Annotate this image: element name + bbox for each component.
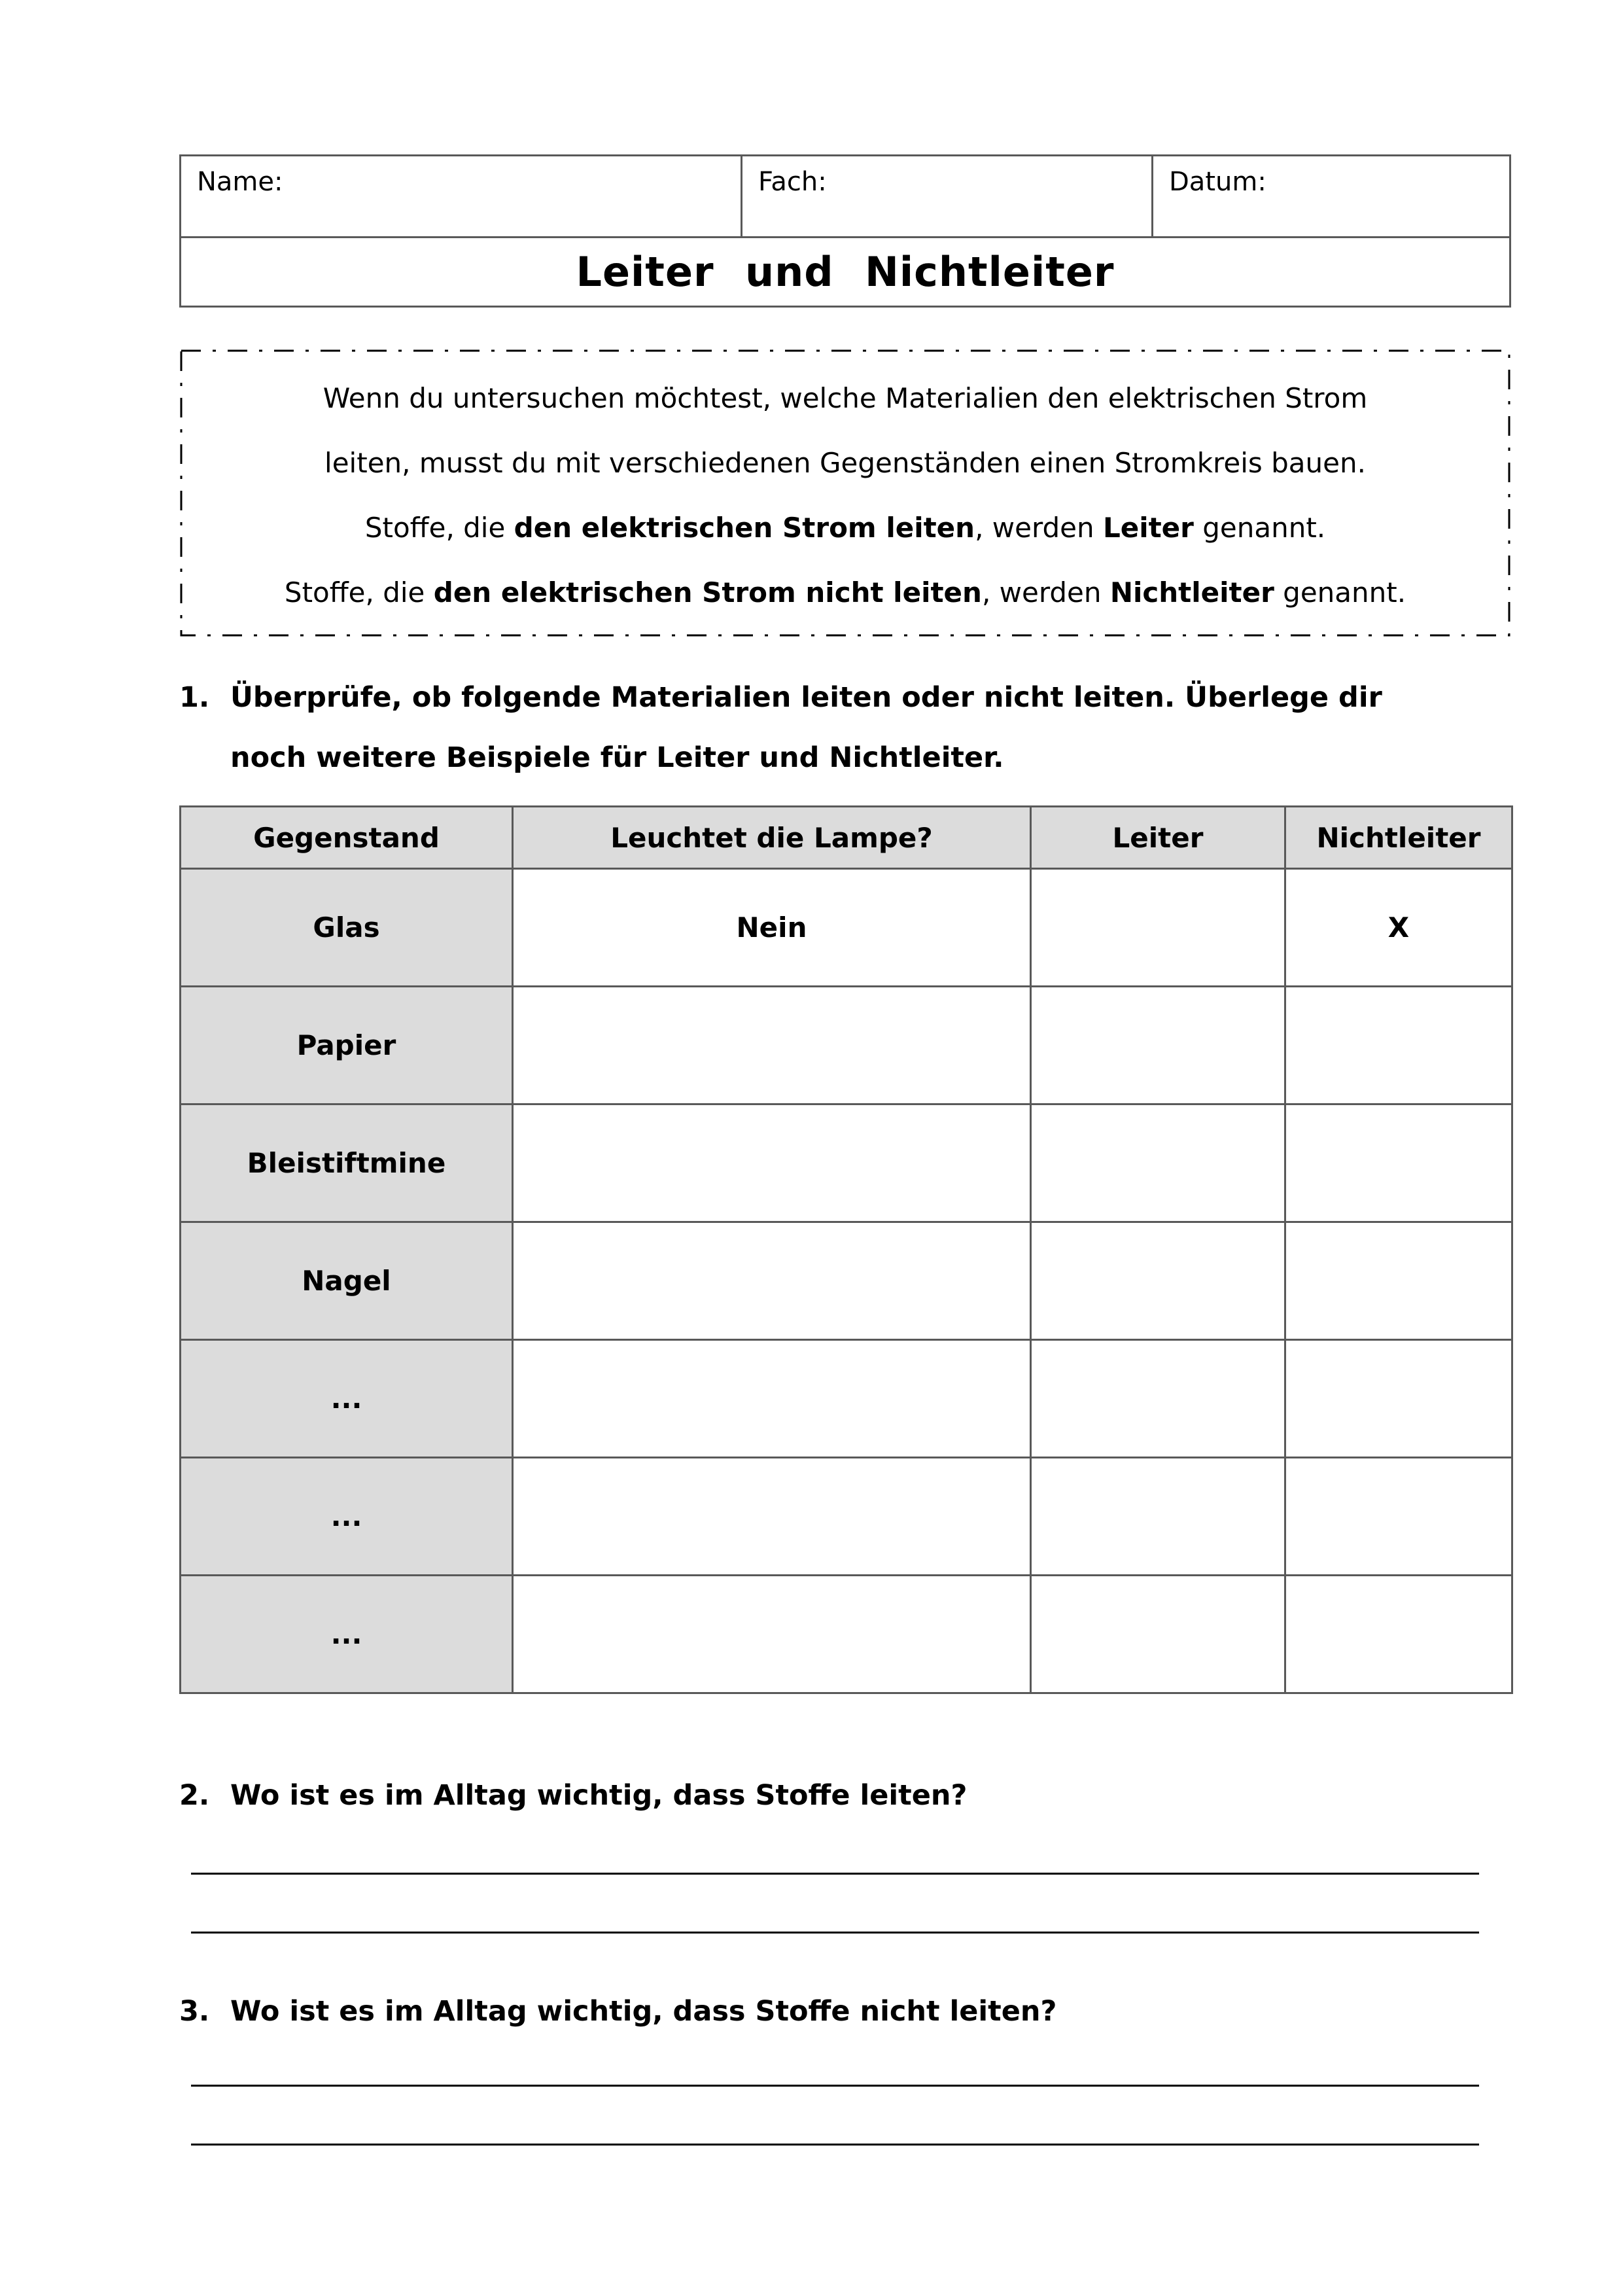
col-header-nichtleiter: Nichtleiter	[1285, 807, 1512, 869]
task1-heading	[179, 667, 1511, 788]
info-line-2: leiten, musst du mit verschiedenen Gegenständen einen Stromkreis bauen.	[324, 447, 1366, 479]
task1-number: 1.	[179, 681, 210, 714]
answer-line	[191, 1932, 1479, 1934]
datum-field	[1153, 156, 1509, 236]
cell-gegenstand: Bleistiftmine	[181, 1104, 513, 1222]
task3-number: 3.	[179, 1995, 210, 2028]
materials-table	[179, 805, 1513, 1694]
name-field	[181, 156, 742, 236]
task1-text-line2: noch weitere Beispiele für Leiter und Nichtleiter.	[230, 741, 1004, 774]
info-line-3-seg1: Stoffe, die	[364, 512, 514, 544]
info-line-3-seg4-bold: Leiter	[1102, 512, 1194, 544]
cell-lampe	[513, 1104, 1031, 1222]
cell-lampe	[513, 987, 1031, 1104]
datum-label: Datum:	[1169, 167, 1266, 197]
cell-gegenstand: Nagel	[181, 1222, 513, 1340]
info-line-4-seg3: , werden	[981, 576, 1110, 609]
cell-nichtleiter	[1285, 987, 1512, 1104]
cell-nichtleiter	[1285, 1222, 1512, 1340]
cell-nichtleiter	[1285, 1576, 1512, 1693]
table-row	[181, 1340, 1512, 1458]
cell-nichtleiter	[1285, 1104, 1512, 1222]
cell-gegenstand: Papier	[181, 987, 513, 1104]
cell-gegenstand: ...	[181, 1458, 513, 1576]
task2-text: Wo ist es im Alltag wichtig, dass Stoffe leiten?	[230, 1779, 968, 1812]
answer-line	[191, 1873, 1479, 1875]
cell-lampe	[513, 1576, 1031, 1693]
cell-leiter	[1031, 1222, 1285, 1340]
cell-gegenstand: ...	[181, 1576, 513, 1693]
title-bar	[181, 236, 1509, 306]
answer-line	[191, 2144, 1479, 2146]
info-line-1: Wenn du untersuchen möchtest, welche Materialien den elektrischen Strom	[323, 382, 1368, 414]
table-row	[181, 987, 1512, 1104]
header-fields-row	[181, 156, 1509, 236]
cell-leiter	[1031, 1340, 1285, 1458]
col-header-leiter: Leiter	[1031, 807, 1285, 869]
task1-text-line1: Überprüfe, ob folgende Materialien leiten oder nicht leiten. Überlege dir	[230, 681, 1382, 714]
task3-text: Wo ist es im Alltag wichtig, dass Stoffe nicht leiten?	[230, 1995, 1057, 2028]
info-line-4-seg5: genannt.	[1274, 576, 1406, 609]
info-line-4-seg2-bold: den elektrischen Strom nicht leiten	[433, 576, 982, 609]
fach-label: Fach:	[758, 167, 827, 197]
cell-nichtleiter: X	[1285, 869, 1512, 987]
info-line-4-seg4-bold: Nichtleiter	[1109, 576, 1274, 609]
table-row	[181, 1104, 1512, 1222]
page-title: Leiter und Nichtleiter	[576, 248, 1115, 296]
answer-line	[191, 2085, 1479, 2087]
table-row	[181, 869, 1512, 987]
col-header-lampe: Leuchtet die Lampe?	[513, 807, 1031, 869]
cell-leiter	[1031, 1458, 1285, 1576]
table-row	[181, 1458, 1512, 1576]
task2-number: 2.	[179, 1779, 210, 1812]
task1-text	[230, 667, 1382, 788]
info-box	[179, 349, 1511, 637]
cell-lampe	[513, 1458, 1031, 1576]
cell-leiter	[1031, 987, 1285, 1104]
dashdot-border	[179, 349, 1511, 637]
cell-gegenstand: ...	[181, 1340, 513, 1458]
cell-nichtleiter	[1285, 1458, 1512, 1576]
col-header-gegenstand: Gegenstand	[181, 807, 513, 869]
table-row	[181, 1576, 1512, 1693]
info-line-3-seg5: genannt.	[1193, 512, 1326, 544]
cell-gegenstand: Glas	[181, 869, 513, 987]
info-line-3-seg3: , werden	[975, 512, 1103, 544]
fach-field	[742, 156, 1153, 236]
cell-leiter	[1031, 1576, 1285, 1693]
name-label: Name:	[197, 167, 283, 197]
cell-leiter	[1031, 869, 1285, 987]
table-header-row	[181, 807, 1512, 869]
cell-lampe: Nein	[513, 869, 1031, 987]
cell-lampe	[513, 1340, 1031, 1458]
info-line-3-seg2-bold: den elektrischen Strom leiten	[514, 512, 975, 544]
cell-leiter	[1031, 1104, 1285, 1222]
info-line-4-seg1: Stoffe, die	[284, 576, 434, 609]
task2-heading	[179, 1765, 1511, 1826]
cell-nichtleiter	[1285, 1340, 1512, 1458]
cell-lampe	[513, 1222, 1031, 1340]
table-row	[181, 1222, 1512, 1340]
task3-heading	[179, 1981, 1511, 2041]
header-table	[179, 154, 1511, 308]
